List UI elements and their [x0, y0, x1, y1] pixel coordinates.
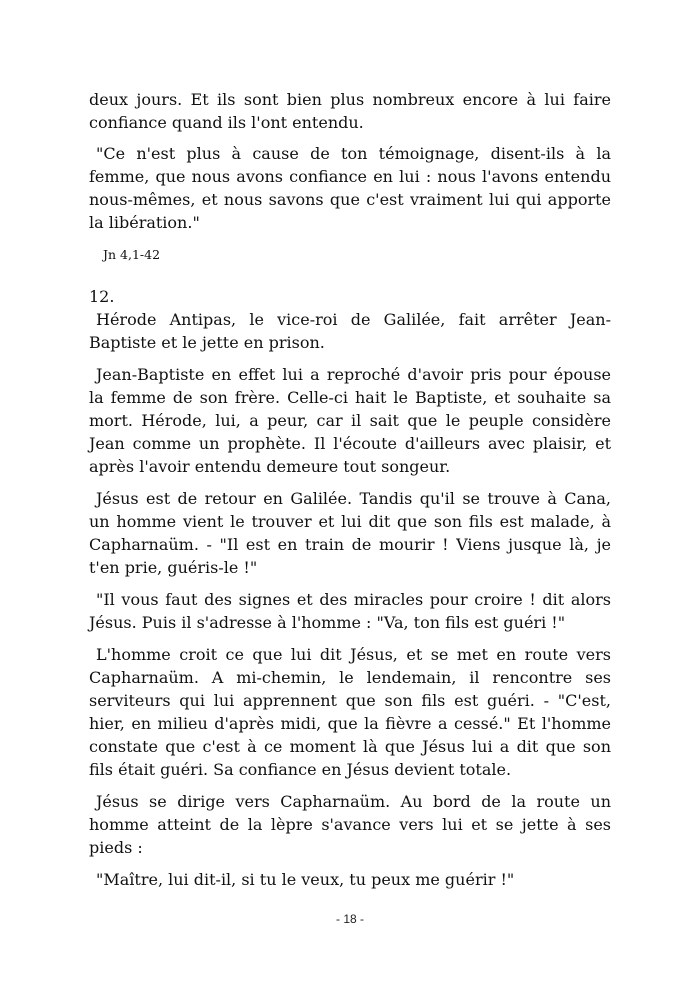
scripture-reference: Jn 4,1-42	[103, 247, 161, 262]
paragraph: "Il vous faut des signes et des miracles pour croire ! dit alors Jésus. Puis il s'adresse à l'homme : "Va, ton fils est guéri !"	[89, 590, 611, 632]
paragraph: L'homme croit ce que lui dit Jésus, et se met en route vers Capharnaüm. A mi-chemin, le lendemain, il rencontre ses serviteurs qui lui apprennent que son fils est guéri. - "C'est, hier, en milieu d'après midi, que la fièvre a cessé." Et l'homme constate que c'est à ce moment là que Jésus lui a dit que son fils était guéri. Sa confiance en Jésus devient totale.	[89, 645, 611, 779]
section-number: 12.	[89, 287, 115, 306]
paragraph: Jésus se dirige vers Capharnaüm. Au bord de la route un homme atteint de la lèpre s'avance vers lui et se jette à ses pieds :	[89, 792, 611, 857]
paragraph: "Ce n'est plus à cause de ton témoignage, disent-ils à la femme, que nous avons confiance en lui : nous l'avons entendu nous-mêmes, et nous savons que c'est vraiment lui qui apporte la libération."	[89, 144, 611, 232]
paragraph: deux jours. Et ils sont bien plus nombreux encore à lui faire confiance quand ils l'ont entendu.	[89, 90, 611, 132]
paragraph: Jean-Baptiste en effet lui a reproché d'avoir pris pour épouse la femme de son frère. Celle-ci hait le Baptiste, et souhaite sa mort. Hérode, lui, a peur, car il sait que le peuple considère Jean comme un prophète. Il l'écoute d'ailleurs avec plaisir, et après l'avoir entendu demeure tout songeur.	[89, 365, 611, 476]
page-body	[89, 88, 611, 900]
paragraph: Hérode Antipas, le vice-roi de Galilée, fait arrêter Jean-Baptiste et le jette en prison.	[89, 310, 611, 352]
paragraph: "Maître, lui dit-il, si tu le veux, tu peux me guérir !"	[96, 870, 515, 889]
page-number: - 18 -	[335, 912, 364, 926]
paragraph: Jésus est de retour en Galilée. Tandis qu'il se trouve à Cana, un homme vient le trouver et lui dit que son fils est malade, à Capharnaüm. - "Il est en train de mourir ! Viens jusque là, je t'en prie, guéris-le !"	[89, 489, 611, 577]
